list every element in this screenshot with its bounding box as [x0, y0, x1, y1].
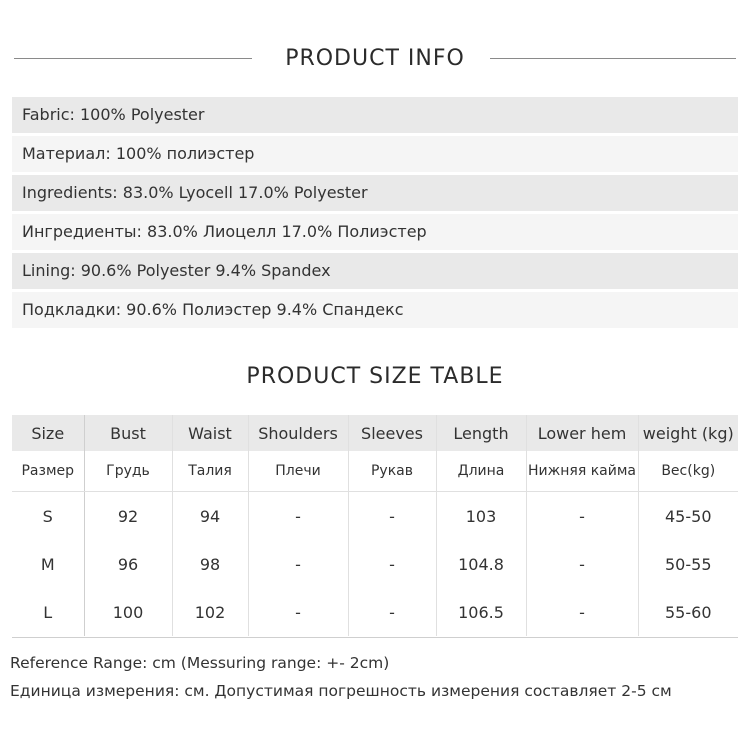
header-weight: weight (kg): [638, 415, 738, 451]
cell-weight: 55-60: [665, 602, 712, 622]
cell-bust: 100: [84, 588, 172, 636]
cell-weight: 45-50: [665, 506, 712, 526]
cell-sleeves: -: [348, 540, 436, 588]
header-sleeves: Sleeves: [348, 415, 436, 451]
info-row-ingredienty: Ингредиенты: 83.0% Лиоцелл 17.0% Полиэстер: [12, 214, 738, 250]
cell-size: M: [12, 540, 84, 588]
cell-shoulders: -: [248, 588, 348, 636]
table-row: [12, 588, 738, 636]
cell-waist: 94: [172, 492, 248, 541]
cell-size: L: [12, 588, 84, 636]
info-row-ingredients: Ingredients: 83.0% Lyocell 17.0% Polyester: [12, 175, 738, 211]
cell-lower-hem: -: [526, 492, 638, 541]
cell-length: 103: [436, 492, 526, 541]
header-nizhnyaya-kayma: Нижняя кайма: [526, 451, 638, 492]
header-waist: Waist: [172, 415, 248, 451]
measurement-unit-note-ru: Единица измерения: см. Допустимая погрешность измерения составляет 2-5 см: [10, 682, 672, 700]
cell-sleeves: -: [348, 588, 436, 636]
cell-shoulders: -: [248, 540, 348, 588]
cell-shoulders: -: [248, 492, 348, 541]
header-bust: Bust: [84, 415, 172, 451]
header-plechi: Плечи: [248, 451, 348, 492]
info-row-fabric: Fabric: 100% Polyester: [12, 97, 738, 133]
cell-size: S: [12, 492, 84, 541]
info-row-lining: Lining: 90.6% Polyester 9.4% Spandex: [12, 253, 738, 289]
cell-lower-hem: -: [526, 540, 638, 588]
header-taliya: Талия: [172, 451, 248, 492]
cell-weight: 50-55: [665, 554, 712, 574]
table-row: [12, 492, 738, 541]
cell-bust: 96: [84, 540, 172, 588]
header-rukav: Рукав: [348, 451, 436, 492]
info-row-material: Материал: 100% полиэстер: [12, 136, 738, 172]
header-row-en: [12, 415, 738, 451]
table-row: [12, 540, 738, 588]
title-rule-right: [490, 58, 736, 59]
table-bottom-border: [12, 637, 738, 638]
cell-waist: 98: [172, 540, 248, 588]
size-table-title: PRODUCT SIZE TABLE: [246, 364, 504, 389]
header-length: Length: [436, 415, 526, 451]
cell-length: 106.5: [436, 588, 526, 636]
cell-sleeves: -: [348, 492, 436, 541]
header-grud: Грудь: [84, 451, 172, 492]
header-dlina: Длина: [436, 451, 526, 492]
product-info-title: PRODUCT INFO: [285, 46, 465, 71]
size-table: [12, 415, 738, 636]
header-row-ru: [12, 451, 738, 492]
header-razmer: Размер: [12, 451, 84, 492]
reference-range-note: Reference Range: cm (Messuring range: +- 2cm): [10, 654, 390, 672]
cell-bust: 92: [84, 492, 172, 541]
header-lower-hem: Lower hem: [526, 415, 638, 451]
header-shoulders: Shoulders: [248, 415, 348, 451]
cell-waist: 102: [172, 588, 248, 636]
header-size: Size: [12, 415, 84, 451]
cell-length: 104.8: [436, 540, 526, 588]
header-ves: Вес(kg): [638, 451, 738, 492]
cell-lower-hem: -: [526, 588, 638, 636]
info-row-podkladki: Подкладки: 90.6% Полиэстер 9.4% Спандекс: [12, 292, 738, 328]
